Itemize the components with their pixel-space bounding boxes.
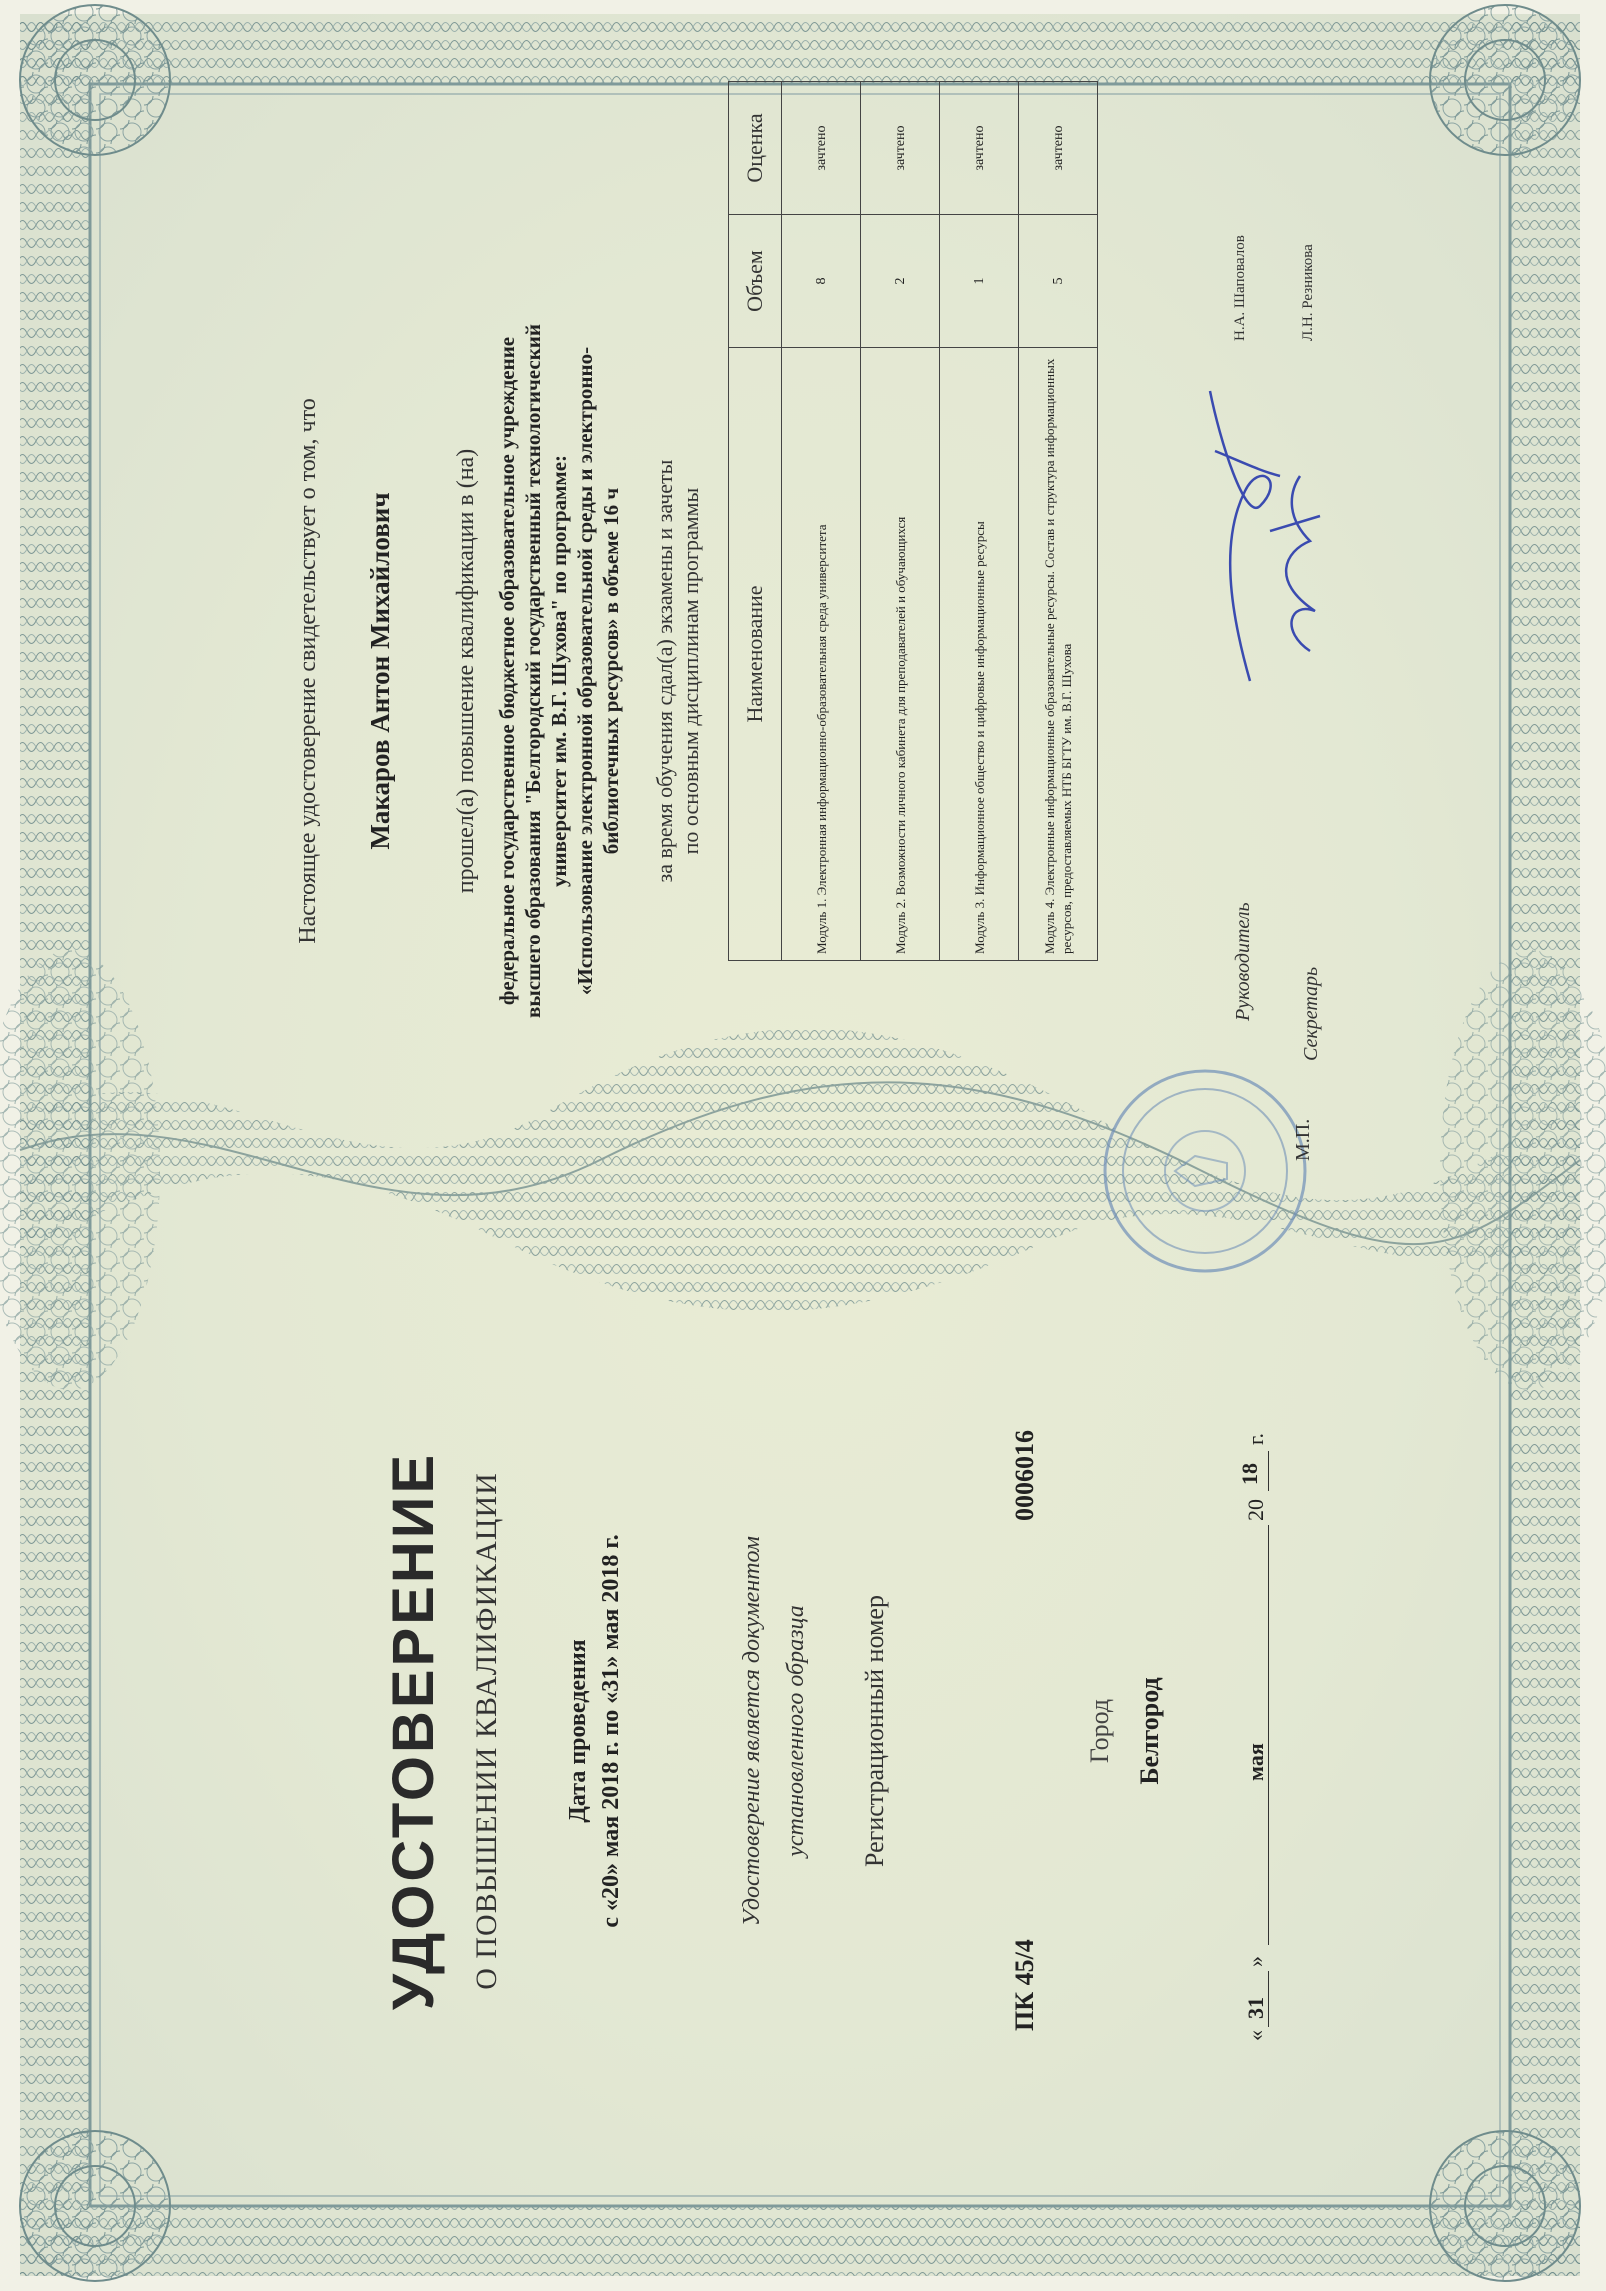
passed-text: прошел(а) повышение квалификации в (на) — [453, 448, 479, 894]
dates-label: Дата проведения — [565, 1639, 591, 1823]
module-grade: зачтено — [940, 82, 1019, 215]
issue-date — [1235, 1361, 1275, 2041]
registration-number: 0006016 — [1010, 1430, 1039, 1521]
document-note — [730, 1371, 818, 2091]
month-underline — [1268, 1525, 1269, 1945]
module-name: Модуль 1. Электронная информационно-образовательная среда университета — [782, 348, 861, 961]
table-row — [1019, 82, 1098, 961]
issue-date-open-quote: « — [1243, 2030, 1268, 2041]
module-grade: зачтено — [1019, 82, 1098, 215]
signer-role-head: Руководитель — [1232, 902, 1254, 1021]
city-label: Город — [1085, 1698, 1114, 1764]
signer-name-head: Н.А. Шаповалов — [1232, 235, 1248, 341]
table-row — [861, 82, 940, 961]
signer-role-secretary: Секретарь — [1300, 966, 1322, 1061]
exams-text — [652, 221, 704, 1121]
organization-program — [494, 211, 624, 1131]
day-underline — [1268, 1971, 1269, 2027]
module-name: Модуль 4. Электронные информационные образовательные ресурсы. Состав и структура информационных ресурсов, предоставляемых НТБ БГТУ им. В.Г. Шухова — [1019, 348, 1098, 961]
issue-date-day: 31 — [1243, 1997, 1268, 2019]
registration-series: ПК 45/4 — [1010, 1939, 1039, 2031]
module-volume: 1 — [940, 215, 1019, 348]
module-volume: 5 — [1019, 215, 1098, 348]
header-volume: Объем — [729, 215, 782, 348]
city-value: Белгород — [1135, 1677, 1164, 1785]
org-line: библиотечных ресурсов» в объеме 16 ч — [599, 487, 623, 855]
issue-date-century: 20 — [1243, 1499, 1268, 1521]
header-grade: Оценка — [729, 82, 782, 215]
person-name: Макаров Антон Михайлович — [365, 492, 395, 850]
document-note-line: Удостоверение является документом — [739, 1536, 765, 1926]
issue-date-close-quote: » — [1243, 1956, 1268, 1967]
table-row — [940, 82, 1019, 961]
org-line: университет им. В.Г. Шухова" по программе: — [547, 454, 571, 888]
registration-label: Регистрационный номер — [860, 1595, 889, 1867]
issue-date-suffix: г. — [1243, 1432, 1268, 1445]
issue-date-year: 18 — [1237, 1463, 1262, 1485]
handwritten-signatures — [1190, 371, 1330, 691]
table-row — [782, 82, 861, 961]
module-volume: 8 — [782, 215, 861, 348]
exams-line: за время обучения сдал(а) экзамены и зачеты — [652, 459, 677, 883]
header-name: Наименование — [729, 348, 782, 961]
module-name: Модуль 3. Информационное общество и цифровые информационные ресурсы — [940, 348, 1019, 961]
exams-line: по основным дисциплинам программы — [678, 487, 703, 855]
stamp-place: М.П. — [1292, 1118, 1314, 1161]
org-line: федеральное государственное бюджетное образовательное учреждение — [495, 336, 519, 1006]
intro-text: Настоящее удостоверение свидетельствует о том, что — [295, 398, 321, 944]
document-note-line: установленного образца — [783, 1605, 809, 1857]
year-underline — [1268, 1451, 1269, 1491]
module-grade: зачтено — [861, 82, 940, 215]
table-header-row — [729, 82, 782, 961]
certificate-title: УДОСТОВЕРЕНИЕ — [381, 1451, 446, 2011]
org-line: «Использование электронной образовательной среды и электронно- — [573, 346, 597, 996]
org-line: высшего образования "Белгородский государственный технологический — [521, 324, 545, 1018]
module-grade: зачтено — [782, 82, 861, 215]
module-name: Модуль 2. Возможности личного кабинета для преподавателей и обучающихся — [861, 348, 940, 961]
signer-name-secretary: Л.Н. Резникова — [1300, 244, 1316, 341]
modules-table — [728, 81, 1098, 961]
dates-value: с «20» мая 2018 г. по «31» мая 2018 г. — [598, 1534, 624, 1928]
certificate-subtitle: О ПОВЫШЕНИИ КВАЛИФИКАЦИИ — [470, 1472, 503, 1990]
module-volume: 2 — [861, 215, 940, 348]
issue-date-month: мая — [1243, 1743, 1268, 1781]
official-seal — [1095, 1061, 1315, 1281]
